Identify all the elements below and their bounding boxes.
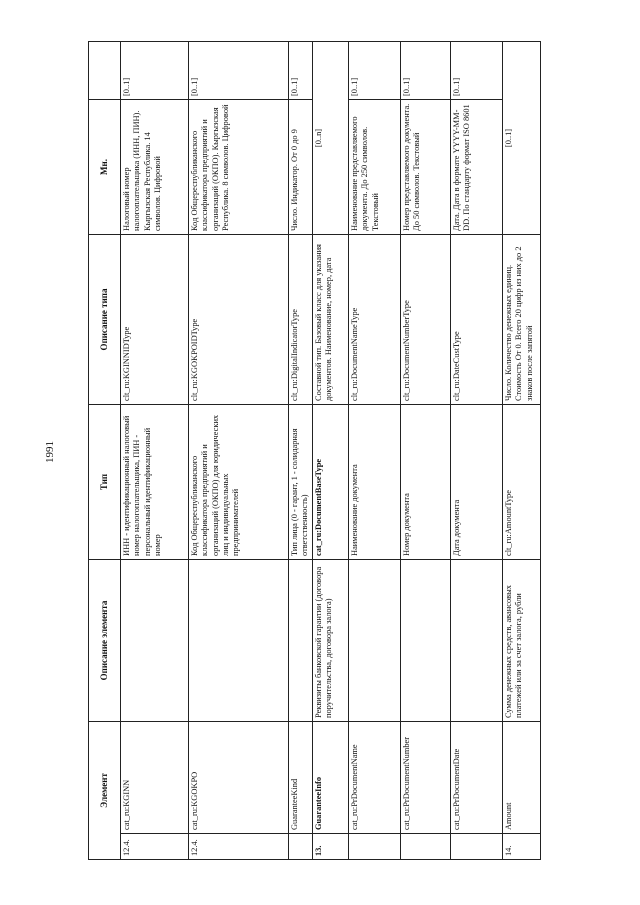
row-description <box>289 559 313 721</box>
row-element: cat_ru:KGINN <box>121 721 189 833</box>
row-multiplicity-description: Дата. Дата в формате YYYY-MM-DD. По стандарту формат ISO 8601 <box>451 99 503 234</box>
row-type-description: clt_ru:DigitalIndicatorType <box>289 234 313 404</box>
table-row <box>121 41 189 859</box>
row-multiplicity-description: Налоговый номер налогоплательщика (ИНН, ПИН). Кыргызская Республика. 14 символов. Цифровой <box>121 99 189 234</box>
row-multiplicity: [0..1] <box>401 41 451 99</box>
row-type-description: clt_ru:DocumentNumberType <box>401 234 451 404</box>
row-multiplicity-description: Наименование представляемого документа. До 250 символов. Текстовый <box>349 99 401 234</box>
row-element: GuaranteeKind <box>289 721 313 833</box>
elements-table <box>88 41 541 860</box>
row-type: Наименование документа <box>349 404 401 559</box>
row-type: Дата документа <box>451 404 503 559</box>
row-type-description: clt_ru:DateCustType <box>451 234 503 404</box>
row-element: cat_ru:PrDocumentDate <box>451 721 503 833</box>
row-type: cat_ru:DocumentBaseType <box>313 404 349 559</box>
row-number <box>349 834 401 860</box>
rotated-table-container <box>88 42 540 860</box>
table-row <box>401 41 451 859</box>
row-description <box>349 559 401 721</box>
row-type-description: Составной тип. Базовый класс для указания документов. Наименование, номер, дата <box>313 234 349 404</box>
row-multiplicity: [0..1] <box>121 41 189 99</box>
row-description <box>121 559 189 721</box>
row-number: 13. <box>313 834 349 860</box>
header-type-description: Описание типа <box>89 234 121 404</box>
row-multiplicity-description: Код Общереспубликанского классификатора предприятий и организаций (ОКПО). Кыргызская Республика. 8 символов. Цифровой <box>189 99 289 234</box>
row-multiplicity: [0..1] <box>189 41 289 99</box>
row-element: cat_ru:PrDocumentNumber <box>401 721 451 833</box>
row-type: clt_ru:AmountType <box>503 404 541 559</box>
row-description <box>189 559 289 721</box>
table-row <box>189 41 289 859</box>
row-type-description: clt_ru:KGOKPOIDType <box>189 234 289 404</box>
row-number: 14. <box>503 834 541 860</box>
row-number: 12.4. <box>121 834 189 860</box>
page-number: 1991 <box>44 441 56 463</box>
header-type: Тип <box>89 404 121 559</box>
row-multiplicity-description: Номер представляемого документа. До 50 символов. Текстовый <box>401 99 451 234</box>
row-type-description: clt_ru:DocumentNameType <box>349 234 401 404</box>
row-number <box>289 834 313 860</box>
row-multiplicity: [0..1] <box>451 41 503 99</box>
row-type: Тип лица (0 - гарант, 1 - солидарная ответственность) <box>289 404 313 559</box>
row-number: 12.4. <box>189 834 289 860</box>
row-multiplicity: [0..1] <box>503 41 541 234</box>
row-description <box>401 559 451 721</box>
row-type: Номер документа <box>401 404 451 559</box>
row-type: ИНН - идентификационный налоговый номер налогоплательщика, ПИН - персональный идентификационный номер <box>121 404 189 559</box>
table-row <box>503 41 541 859</box>
row-multiplicity: [0..n] <box>313 41 349 234</box>
table-row <box>451 41 503 859</box>
row-element: Amount <box>503 721 541 833</box>
table-row <box>313 41 349 859</box>
row-multiplicity-description: Число. Индикатор. От 0 до 9 <box>289 99 313 234</box>
header-element: Элемент <box>89 721 121 859</box>
row-element: cat_ru:KGOKPO <box>189 721 289 833</box>
row-type: Код Общереспубликанского классификатора предприятий и организаций (ОКПО) для юридических лиц и индивидуальных предпринимателей <box>189 404 289 559</box>
row-number <box>451 834 503 860</box>
row-element: cat_ru:PrDocumentName <box>349 721 401 833</box>
table-row <box>349 41 401 859</box>
row-description: Сумма денежных средств, авансовых платежей или за счет залога, рубли <box>503 559 541 721</box>
row-multiplicity: [0..1] <box>349 41 401 99</box>
header-element-description: Описание элемента <box>89 559 121 721</box>
row-description: Реквизиты банковской гарантии (договора поручительства, договора залога) <box>313 559 349 721</box>
row-type-description: Число. Количество денежных единиц. Стоимость От 0. Всего 20 цифр из них до 2 знаков после запятой <box>503 234 541 404</box>
row-multiplicity: [0..1] <box>289 41 313 99</box>
table-header-row <box>89 41 121 859</box>
header-extra <box>89 41 121 99</box>
row-description <box>451 559 503 721</box>
row-element: GuaranteeInfo <box>313 721 349 833</box>
table-row <box>289 41 313 859</box>
row-type-description: clt_ru:KGINNIDType <box>121 234 189 404</box>
header-multiplicity: Мн. <box>89 99 121 234</box>
row-number <box>401 834 451 860</box>
